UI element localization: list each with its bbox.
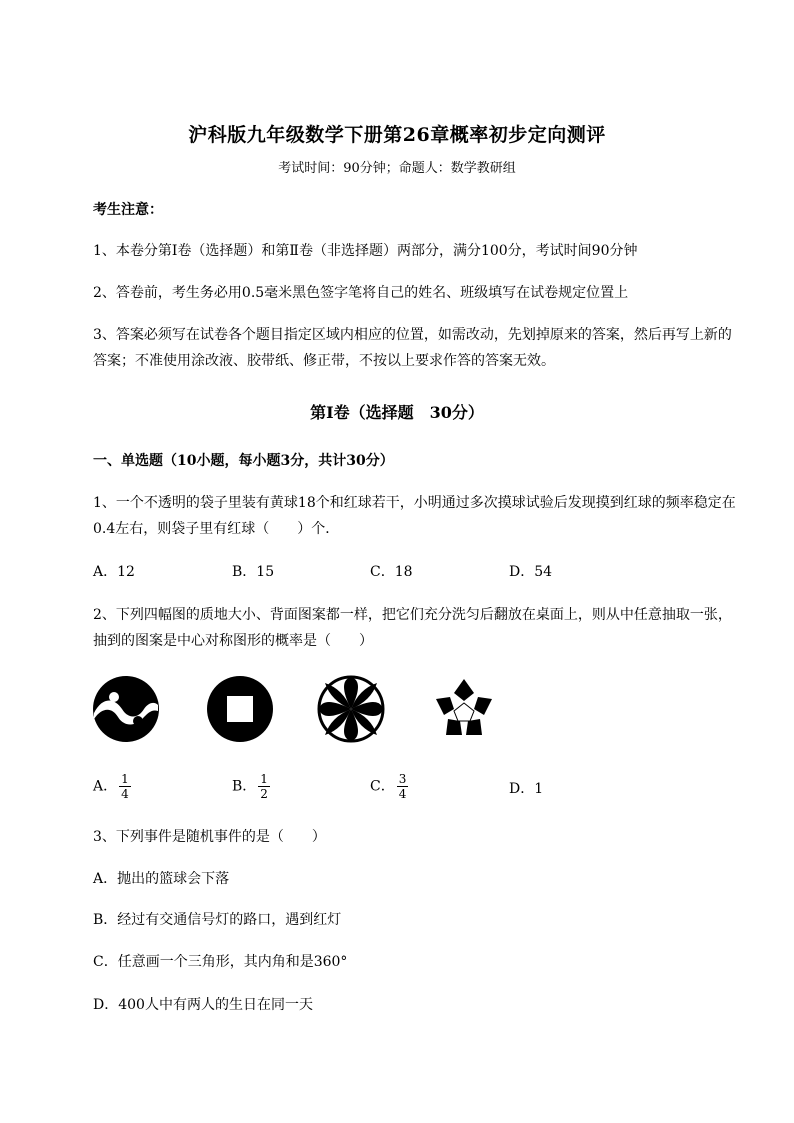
option-label: A．: [93, 778, 118, 795]
notice-heading: 考生注意：: [93, 202, 163, 218]
fraction-three-quarters: [397, 772, 409, 801]
square-hole-coin-icon: [206, 675, 274, 743]
four-petal-circle-icon: [317, 675, 385, 743]
notice-item-3: 3、答案必须写在试卷各个题目指定区域内相应的位置，如需改动，先划掉原来的答案，然后再写上新的答案；不准使用涂改液、胶带纸、修正带，不按以上要求作答的答案无效。: [93, 327, 732, 369]
fraction-denominator: 4: [398, 787, 407, 801]
fraction-denominator: 2: [260, 787, 268, 801]
section-title: 第Ⅰ卷（选择题 30分）: [310, 403, 484, 422]
question-2-option-d: D．1: [509, 781, 544, 797]
option-label: C．: [370, 778, 395, 795]
question-3-option-c: C．任意画一个三角形，其内角和是360°: [93, 954, 348, 970]
page-subtitle: 考试时间：90分钟；命题人：数学教研组: [278, 161, 516, 176]
notice-item-2: 2、答卷前，考生务必用0.5毫米黑色签字笔将自己的姓名、班级填写在试卷规定位置上: [93, 285, 629, 301]
page-title: 沪科版九年级数学下册第26章概率初步定向测评: [188, 124, 606, 146]
notice-item-1: 1、本卷分第Ⅰ卷（选择题）和第Ⅱ卷（非选择题）两部分，满分100分，考试时间90分钟: [93, 243, 638, 259]
question-1-stem: 1、一个不透明的袋子里装有黄球18个和红球若干，小明通过多次摸球试验后发现摸到红球的频率稳定在0.4左右，则袋子里有红球（ ）个．: [93, 495, 736, 537]
question-3-option-d: D．400人中有两人的生日在同一天: [93, 997, 313, 1013]
fraction-numerator: 1: [260, 772, 268, 786]
question-3-option-a: A．抛出的篮球会下落: [93, 871, 230, 887]
part-heading: 一、单选题（10小题，每小题3分，共计30分）: [93, 453, 394, 469]
question-1-option-a: A．12: [93, 564, 135, 580]
question-2-stem: 2、下列四幅图的质地大小、背面图案都一样，把它们充分洗匀后翻放在桌面上，则从中任意抽取一张，抽到的图案是中心对称图形的概率是（ ）: [93, 607, 732, 649]
question-1-option-b: B．15: [232, 564, 275, 580]
fraction-one-quarter: [119, 772, 131, 801]
question-3-stem: 3、下列事件是随机事件的是（ ）: [93, 829, 326, 845]
question-1-option-c: C．18: [370, 564, 413, 580]
question-2-option-b: [232, 772, 270, 801]
question-2-option-c: [370, 772, 408, 801]
fraction-denominator: 4: [121, 787, 129, 801]
option-label: B．: [232, 778, 257, 795]
fraction-one-half: [258, 772, 270, 801]
question-1-option-d: D．54: [509, 564, 553, 580]
fraction-numerator: 3: [398, 772, 407, 786]
pentagon-flower-icon: [430, 675, 498, 743]
fraction-numerator: 1: [121, 772, 129, 786]
question-3-option-b: B．经过有交通信号灯的路口，遇到红灯: [93, 912, 342, 928]
question-2-option-a: [93, 772, 131, 801]
yin-yang-like-icon: [92, 675, 160, 743]
